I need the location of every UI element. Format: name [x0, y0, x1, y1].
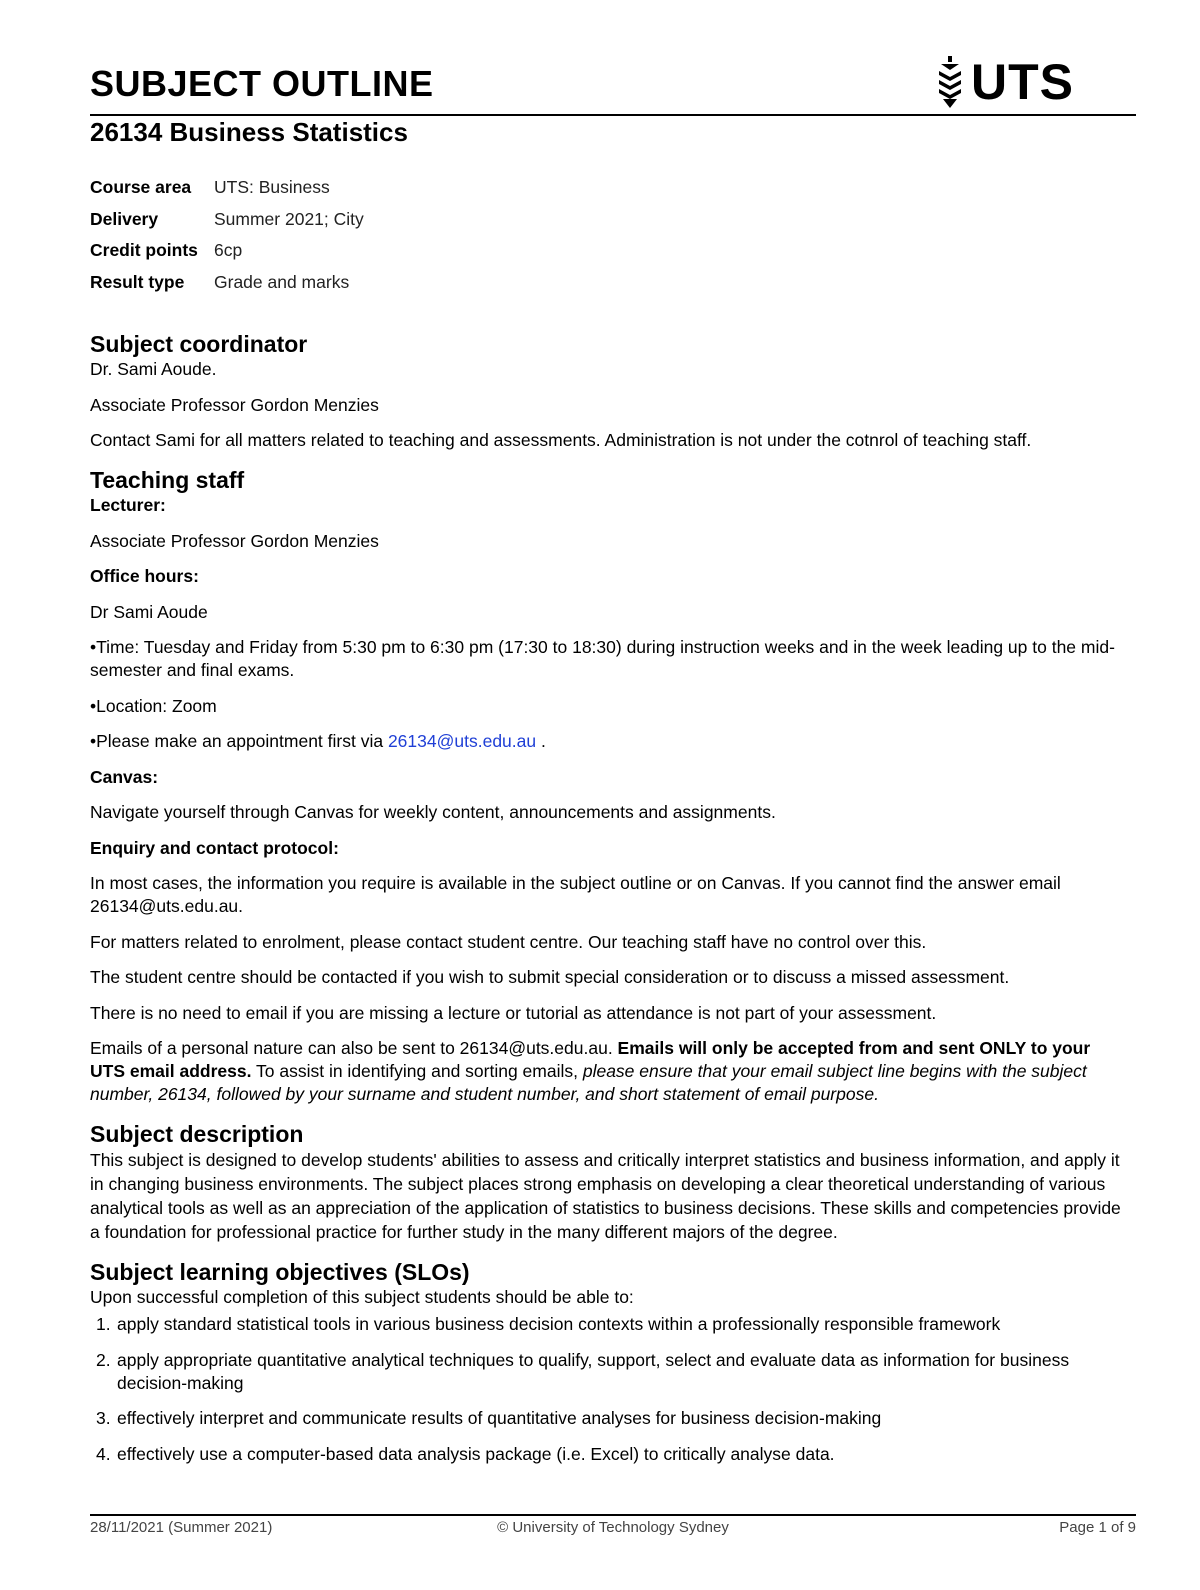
canvas-label: Canvas: [90, 766, 159, 787]
list-text: effectively interpret and communicate results of quantitative analyses for business decision-making [117, 1408, 882, 1428]
meta-row [90, 204, 364, 236]
list-item [90, 1443, 1130, 1466]
objectives-list [90, 1313, 1130, 1466]
meta-value: Grade and marks [214, 271, 350, 292]
meta-value: 6cp [214, 240, 243, 261]
coordinator-section [90, 330, 1130, 452]
paragraph: Associate Professor Gordon Menzies [90, 394, 379, 415]
meta-value: UTS: Business [214, 177, 330, 198]
paragraph: This subject is designed to develop students' abilities to assess and critically interpret statistics and business information, and apply it in changing business environments. The subject places strong emphasis on developing a clear theoretical understanding of various analytical tools as well as an appreciation of the application of statistics to business decisions. These skills and competencies provide a foundation for professional practice for further study in the many different majors of the degree. [90, 1150, 1121, 1242]
list-number: 3. [96, 1408, 111, 1428]
paragraph: Dr Sami Aoude [90, 601, 208, 622]
document-title: SUBJECT OUTLINE [90, 63, 434, 104]
text: . [536, 731, 546, 751]
subject-title: 26134 Business Statistics [90, 117, 408, 147]
paragraph: •Location: Zoom [90, 695, 217, 716]
objectives-section [90, 1258, 1130, 1466]
list-item [90, 1349, 1130, 1395]
paragraph: Upon successful completion of this subject students should be able to: [90, 1287, 634, 1307]
logo-text: UTS [971, 54, 1074, 110]
paragraph [90, 1037, 1130, 1106]
text: Emails of a personal nature can also be sent to 26134@uts.edu.au. [90, 1038, 618, 1058]
list-text: apply appropriate quantitative analytical techniques to qualify, support, select and evaluate data as information for business decision-making [117, 1349, 1070, 1393]
lecturer-label: Lecturer: [90, 495, 166, 515]
meta-label: Credit points [90, 240, 198, 261]
section-heading: Subject description [90, 1121, 304, 1147]
meta-label: Result type [90, 271, 185, 292]
subject-meta-table [90, 172, 364, 298]
text: •Please make an appointment first via [90, 731, 388, 751]
list-text: effectively use a computer-based data analysis package (i.e. Excel) to critically analyse data. [117, 1443, 835, 1464]
meta-row [90, 172, 364, 204]
paragraph: Dr. Sami Aoude. [90, 359, 217, 379]
text: To assist in identifying and sorting emails, [251, 1061, 583, 1081]
paragraph: Navigate yourself through Canvas for weekly content, announcements and assignments. [90, 802, 776, 822]
list-item [90, 1407, 1130, 1430]
list-item [90, 1313, 1130, 1336]
paragraph: There is no need to email if you are missing a lecture or tutorial as attendance is not part of your assessment. [90, 1002, 937, 1023]
list-text: apply standard statistical tools in various business decision contexts within a professionally responsible framework [117, 1314, 1001, 1334]
teaching-staff-section [90, 466, 1130, 1106]
description-section [90, 1120, 1130, 1244]
paragraph: Associate Professor Gordon Menzies [90, 530, 379, 551]
meta-label: Course area [90, 177, 192, 198]
paragraph: Contact Sami for all matters related to teaching and assessments. Administration is not under the cotnrol of teaching staff. [90, 430, 1032, 450]
paragraph [90, 730, 1130, 753]
enquiry-label: Enquiry and contact protocol: [90, 837, 339, 858]
page-header [90, 54, 1136, 116]
section-heading: Teaching staff [90, 467, 245, 493]
bold-text: Emails will only be accepted from and sent ONLY to your UTS email address. [90, 1038, 1091, 1081]
uts-emblem-icon [937, 56, 963, 108]
paragraph: In most cases, the information you require is available in the subject outline or on Canvas. If you cannot find the answer email 26134@uts.edu.au. [90, 873, 1061, 916]
footer-divider [90, 1514, 1136, 1516]
italic-text: please ensure that your email subject line begins with the subject number, 26134, followed by your surname and student number, and short statement of email purpose. [90, 1061, 1087, 1104]
page-footer [90, 1519, 1136, 1541]
paragraph: •Time: Tuesday and Friday from 5:30 pm to 6:30 pm (17:30 to 18:30) during instruction weeks and in the week leading up to the mid-semester and final exams. [90, 637, 1115, 680]
email-link[interactable]: 26134@uts.edu.au [387, 731, 537, 751]
meta-label: Delivery [90, 208, 159, 229]
paragraph: For matters related to enrolment, please contact student centre. Our teaching staff have no control over this. [90, 931, 927, 952]
list-number: 1. [96, 1314, 111, 1334]
footer-date: 28/11/2021 (Summer 2021) [90, 1519, 273, 1536]
meta-value: Summer 2021; City [214, 208, 364, 229]
paragraph: The student centre should be contacted if you wish to submit special consideration or to discuss a missed assessment. [90, 967, 1010, 987]
footer-copyright: © University of Technology Sydney [497, 1519, 729, 1536]
list-number: 4. [96, 1443, 111, 1464]
meta-row [90, 267, 364, 299]
uts-logo [937, 54, 1074, 110]
list-number: 2. [96, 1349, 111, 1370]
section-heading: Subject learning objectives (SLOs) [90, 1259, 470, 1285]
footer-page-number: Page 1 of 9 [1059, 1519, 1136, 1536]
meta-row [90, 235, 364, 267]
main-content [90, 330, 1130, 1478]
section-heading: Subject coordinator [90, 331, 308, 357]
office-hours-label: Office hours: [90, 566, 199, 586]
